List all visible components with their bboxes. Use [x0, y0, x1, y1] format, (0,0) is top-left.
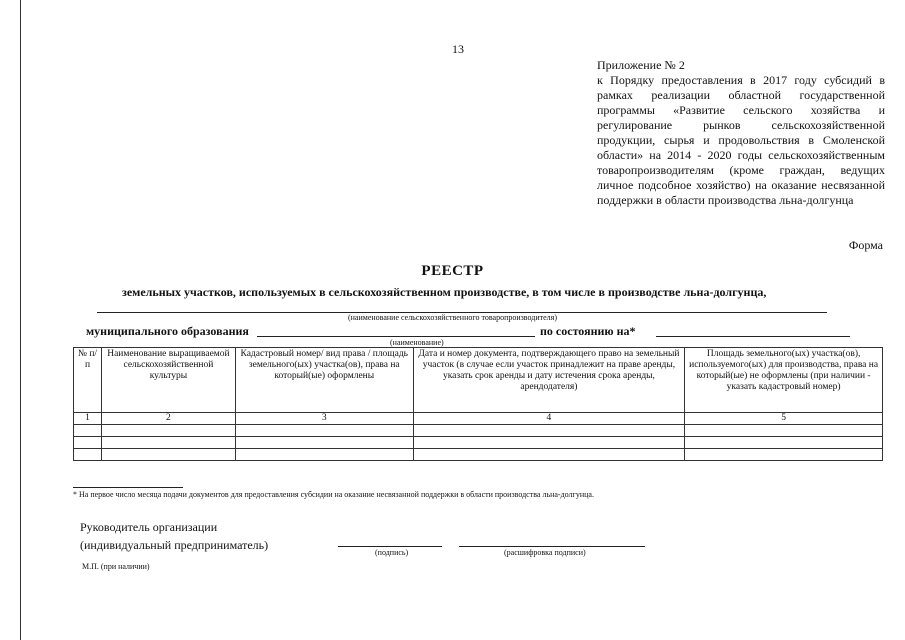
as-of-label: по состоянию на* [540, 324, 636, 338]
stamp-place-label: М.П. (при наличии) [82, 562, 150, 571]
signature-decode-caption: (расшифровка подписи) [504, 548, 586, 557]
registry-table [73, 347, 883, 461]
column-number-row [74, 413, 883, 425]
table-row [74, 449, 883, 461]
table-cell[interactable] [235, 449, 413, 461]
column-number: 3 [235, 413, 413, 425]
table-cell[interactable] [685, 437, 883, 449]
table-cell[interactable] [413, 425, 685, 437]
footnote-divider [73, 487, 183, 488]
table-cell[interactable] [235, 425, 413, 437]
appendix-block [597, 58, 885, 208]
signatory-role-line1: Руководитель организации [80, 520, 218, 534]
page-number: 13 [452, 42, 464, 56]
footnote: * На первое число месяца подачи документов для предоставления субсидии на оказание несвязанной поддержки в области производства льна-долгунца. [73, 490, 594, 499]
table-row [74, 425, 883, 437]
signatory-role-line2: (индивидуальный предприниматель) [80, 538, 269, 552]
form-label: Форма [848, 238, 883, 252]
table-cell[interactable] [685, 425, 883, 437]
signature-fill-line[interactable] [338, 546, 442, 547]
header-cell-area: Площадь земельного(ых) участка(ов), используемого(ых) для производства, права на который(ые) не оформлены (при наличии - указать кадастровый номер) [685, 348, 883, 413]
as-of-fill-line[interactable] [656, 336, 850, 337]
table-cell[interactable] [101, 449, 235, 461]
header-cell-document: Дата и номер документа, подтверждающего право на земельный участок (в случае если участок принадлежит на праве аренды, указать срок аренды и дату истечения срока аренды, арендодателя) [413, 348, 685, 413]
name-caption: (наименование) [390, 338, 444, 347]
signature-decode-fill-line[interactable] [459, 546, 645, 547]
table-cell[interactable] [413, 437, 685, 449]
document-title: РЕЕСТР [421, 263, 484, 279]
table-cell[interactable] [74, 437, 102, 449]
table-cell[interactable] [685, 449, 883, 461]
table-header-row [74, 348, 883, 413]
header-cell-crop: Наименование выращиваемой сельскохозяйственной культуры [101, 348, 235, 413]
signature-caption: (подпись) [375, 548, 409, 557]
appendix-title: Приложение № 2 [597, 58, 685, 72]
municipality-label: муниципального образования [86, 324, 249, 338]
signatory-block [80, 518, 268, 554]
table-cell[interactable] [101, 437, 235, 449]
column-number: 5 [685, 413, 883, 425]
table-cell[interactable] [235, 437, 413, 449]
producer-caption: (наименование сельскохозяйственного товаропроизводителя) [347, 313, 558, 322]
column-number: 4 [413, 413, 685, 425]
table-cell[interactable] [74, 449, 102, 461]
table-cell[interactable] [413, 449, 685, 461]
table-cell[interactable] [74, 425, 102, 437]
table-row [74, 437, 883, 449]
table-cell[interactable] [101, 425, 235, 437]
header-cell-cadastral: Кадастровый номер/ вид права / площадь земельного(ых) участка(ов), права на который(ые) оформлены [235, 348, 413, 413]
column-number: 1 [74, 413, 102, 425]
municipality-fill-line[interactable] [257, 336, 535, 337]
document-subtitle: земельных участков, используемых в сельскохозяйственном производстве, в том числе в производстве льна-долгунца, [122, 285, 767, 299]
appendix-text: к Порядку предоставления в 2017 году субсидий в рамках реализации областной государственной программы «Развитие сельского хозяйства и регулирование рынков сельскохозяйственной продукции, сырья и продовольствия в Смоленской области» на 2014 - 2020 годы сельскохозяйственным товаропроизводителям (кроме граждан, ведущих личное подсобное хозяйство) на оказание несвязанной поддержки в области производства льна-долгунца [597, 73, 885, 207]
header-cell-number: № п/п [74, 348, 102, 413]
column-number: 2 [101, 413, 235, 425]
